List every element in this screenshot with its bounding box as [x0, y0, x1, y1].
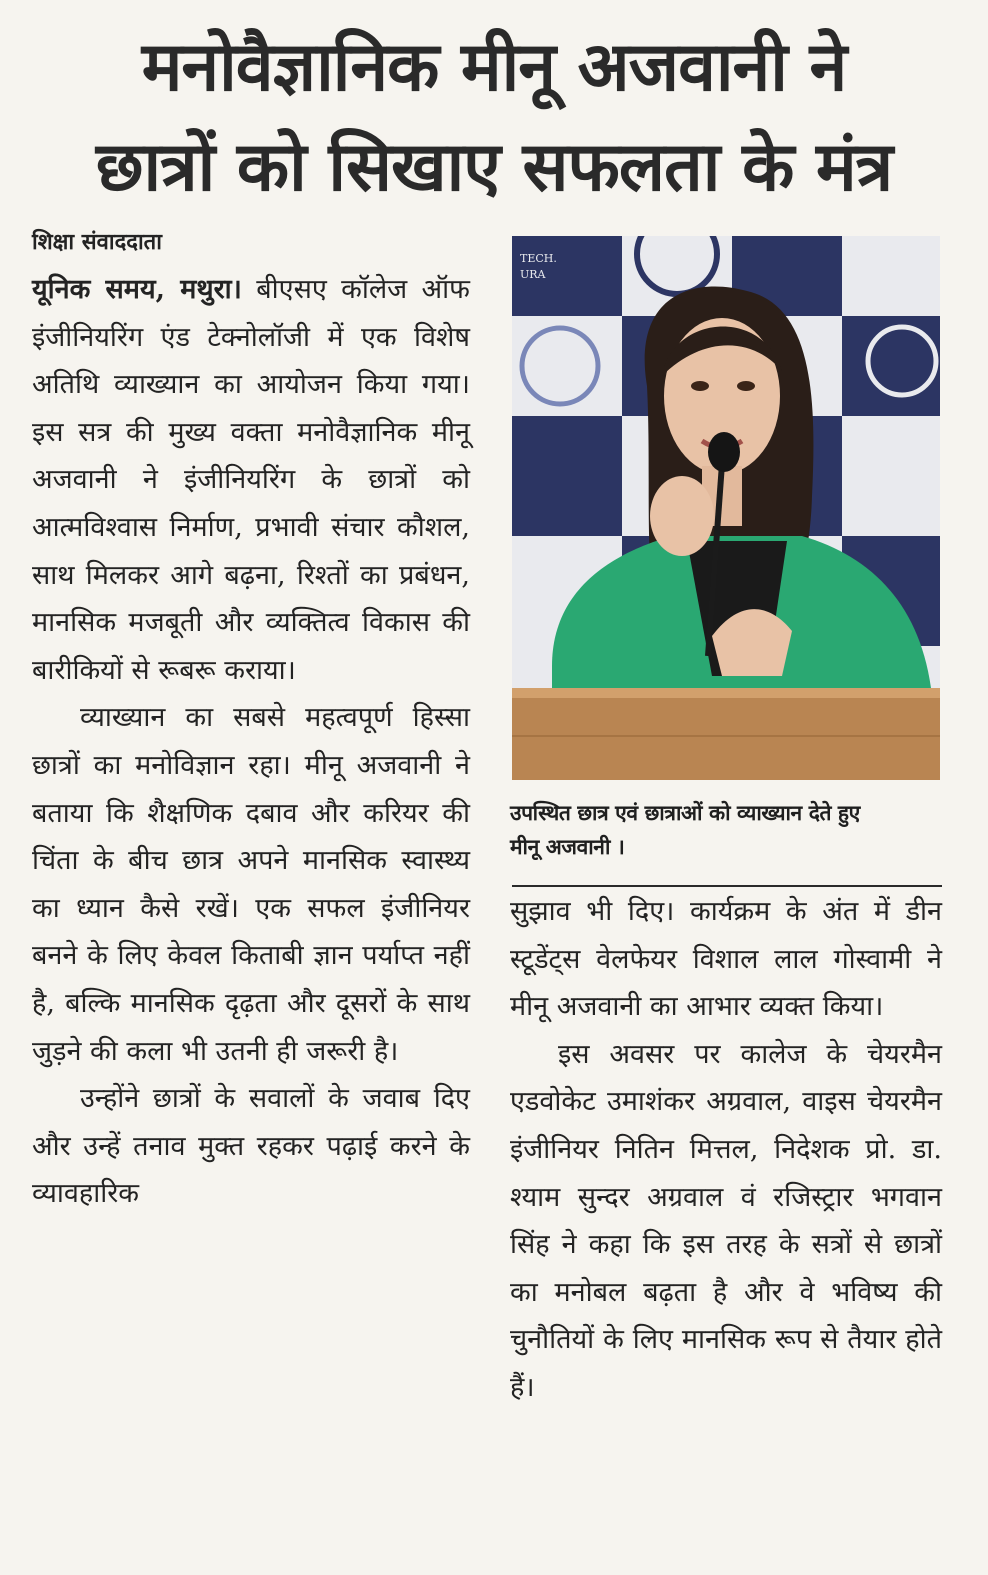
article-column-right: [510, 888, 942, 1412]
article-column-left: [32, 226, 470, 1218]
article-paragraph-1: [32, 266, 470, 694]
article-paragraph-2: व्याख्यान का सबसे महत्वपूर्ण हिस्सा छात्रों का मनोविज्ञान रहा। मीनू अजवानी ने बताया कि शैक्षणिक दबाव और करियर की चिंता के बीच छात्र अपने मानसिक स्वास्थ्य का ध्यान कैसे रखें। एक सफल इंजीनियर बनने के लिए केवल किताबी ज्ञान पर्याप्त नहीं है, बल्कि मानसिक दृढ़ता और दूसरों के साथ जुड़ने की कला भी उतनी ही जरूरी है।: [32, 702, 470, 1067]
speaker-photo-illustration: [512, 236, 940, 780]
article-paragraph-4: इस अवसर पर कालेज के चेयरमैन एडवोकेट उमाशंकर अग्रवाल, वाइस चेयरमैन इंजीनियर नितिन मित्तल, निदेशक प्रो. डा. श्याम सुन्दर अग्रवाल वं रजिस्ट्रार भगवान सिंह ने कहा कि इस तरह के सत्रों से छात्रों का मनोबल बढ़ता है और वे भविष्य की चुनौतियों के लिए मानसिक रूप से तैयार होते हैं।: [510, 1038, 942, 1403]
caption-line-2: मीनू अजवानी ।: [510, 835, 625, 859]
headline: [0, 18, 988, 218]
article-paragraph-3: उन्होंने छात्रों के सवालों के जवाब दिए और उन्हें तनाव मुक्त रहकर पढ़ाई करने के व्यावहारिक: [32, 1083, 470, 1210]
photo-caption: [510, 796, 950, 864]
headline-line-1: मनोवैज्ञानिक मीनू अजवानी ने: [141, 28, 847, 107]
headline-line-2: छात्रों को सिखाए सफलता के मंत्र: [95, 128, 893, 207]
speaker-photo: [512, 236, 940, 780]
byline: शिक्षा संवाददाता: [32, 230, 162, 255]
backdrop-text-2: URA: [520, 268, 546, 281]
paragraph-1-text: बीएसए कॉलेज ऑफ इंजीनियरिंग एंड टेक्नोलॉजी में एक विशेष अतिथि व्याख्यान का आयोजन किया गया। इस सत्र की मुख्य वक्ता मनोवैज्ञानिक मीनू अजवानी ने इंजीनियरिंग के छात्रों को आत्मविश्वास निर्माण, प्रभावी संचार कौशल, साथ मिलकर आगे बढ़ना, रिश्तों का प्रबंधन, मानसिक मजबूती और व्यक्तित्व विकास की बारीकियों से रूबरू कराया।: [32, 274, 470, 686]
backdrop-text-3: MAT: [884, 256, 910, 269]
caption-line-1: उपस्थित छात्र एवं छात्राओं को व्याख्यान देते हुए: [510, 801, 860, 825]
caption-divider: [512, 885, 942, 887]
dateline: यूनिक समय, मथुरा।: [32, 274, 242, 305]
article-paragraph-3-continued: सुझाव भी दिए। कार्यक्रम के अंत में डीन स्टूडेंट्स वेलफेयर विशाल लाल गोस्वामी ने मीनू अजवानी का आभार व्यक्त किया।: [510, 896, 942, 1023]
backdrop-text-1: TECH.: [520, 252, 557, 265]
